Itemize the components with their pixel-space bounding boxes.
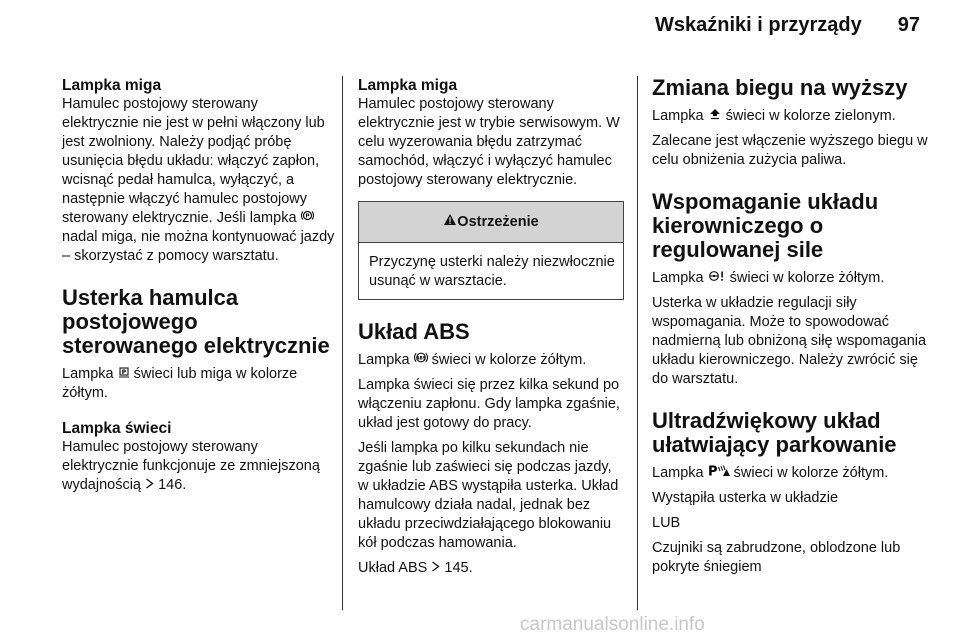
parking-brake-icon (301, 209, 314, 228)
heading-abs: Układ ABS (358, 319, 470, 344)
column-2 (358, 76, 624, 578)
column-1 (62, 76, 338, 495)
paragraph: Lampka P świeci lub miga w kolorze żółtym. (62, 366, 298, 401)
steering-assist-icon (708, 269, 726, 288)
page-header (320, 14, 920, 37)
reference-arrow-icon (431, 559, 440, 578)
svg-text:P: P (707, 464, 718, 477)
paragraph: Hamulec postojowy sterowany elektrycznie jest w trybie serwisowym. W celu wyzerowania błędu zatrzymać samochód, włączyć i wyłączyć hamulec postojowy sterowany elektrycznie. (358, 96, 620, 188)
paragraph: Lampka ABS świeci w kolorze żółtym. (358, 352, 587, 368)
parking-assist-icon (708, 464, 730, 483)
heading-lamp-flashing: Lampka miga (62, 77, 162, 94)
column-divider (342, 76, 343, 610)
paragraph: Układ ABS 145. (358, 560, 473, 576)
svg-text:ABS: ABS (415, 355, 426, 361)
paragraph: Lampka P świeci w kolorze żółtym. (652, 464, 889, 481)
heading-lamp-lit: Lampka świeci (62, 420, 172, 437)
paragraph: LUB (652, 515, 681, 531)
heading-brake-fault: Usterka hamulca postojowego sterowanego elektrycznie (62, 285, 330, 358)
watermark: carmanualsonline.info (520, 614, 705, 635)
heading-lamp-flashing: Lampka miga (358, 77, 458, 94)
paragraph: Lampka świeci w kolorze zielonym. (652, 108, 896, 124)
abs-icon (414, 351, 428, 370)
page-number: 97 (897, 14, 920, 36)
svg-text:P: P (305, 213, 310, 220)
warning-title: Ostrzeżenie (457, 214, 539, 230)
paragraph: Usterka w układzie regulacji siły wspomagania. Może to spowodować nadmierną lub obniżoną siłę wspomagania układu kierowniczego. Należy zwrócić się do warsztatu. (652, 295, 927, 387)
warning-text: Przyczynę usterki należy niezwłocznie usunąć w warsztacie. (369, 254, 615, 289)
paragraph: Hamulec postojowy sterowany elektrycznie nie jest w pełni włączony lub jest zwolniony. Należy podjąć próbę usunięcia błędu układu: włączyć zapłon, wcisnąć pedał hamulca, wyłączyć, a następnie włączyć hamulec postojowy sterowany elektrycznie. Jeśli lampka P nadal miga, nie można kontynuować jazdy – skorzystać z pomocy warsztatu. (62, 96, 335, 264)
page-title: Wskaźniki i przyrządy (655, 14, 862, 36)
column-divider (637, 76, 638, 610)
paragraph: Zalecane jest włączenie wyższego biegu w celu obniżenia zużycia paliwa. (652, 133, 928, 168)
warning-header (359, 202, 623, 243)
reference-arrow-icon (145, 476, 154, 495)
paragraph: Jeśli lampka po kilku sekundach nie zgaśnie lub zaświeci się podczas jazdy, w układzie ABS wystąpiła usterka. Układ hamulcowy działa nadal, jednak bez układu przeciwdziałającego blokowaniu kół podczas hamowania. (358, 440, 619, 551)
paragraph: Lampka świeci w kolorze żółtym. (652, 270, 885, 286)
warning-triangle-icon (443, 213, 457, 232)
upshift-icon (708, 107, 722, 126)
paragraph: Czujniki są zabrudzone, oblodzone lub pokryte śniegiem (652, 540, 901, 575)
heading-parking-assist: Ultradźwiękowy układ ułatwiający parkowanie (652, 408, 897, 457)
svg-text:P: P (121, 369, 126, 376)
warning-box (358, 201, 624, 300)
paragraph: Hamulec postojowy sterowany elektrycznie funkcjonuje ze zmniejszoną wydajnością 146. (62, 439, 320, 493)
heading-upshift: Zmiana biegu na wyższy (652, 75, 908, 100)
column-3 (652, 76, 930, 577)
paragraph: Wystąpiła usterka w układzie (652, 490, 839, 506)
parking-brake-fault-icon (118, 365, 130, 384)
heading-steering-assist: Wspomaganie układu kierowniczego o regulowanej sile (652, 189, 879, 262)
paragraph: Lampka świeci się przez kilka sekund po włączeniu zapłonu. Gdy lampka zgaśnie, układ jest gotowy do pracy. (358, 377, 620, 431)
